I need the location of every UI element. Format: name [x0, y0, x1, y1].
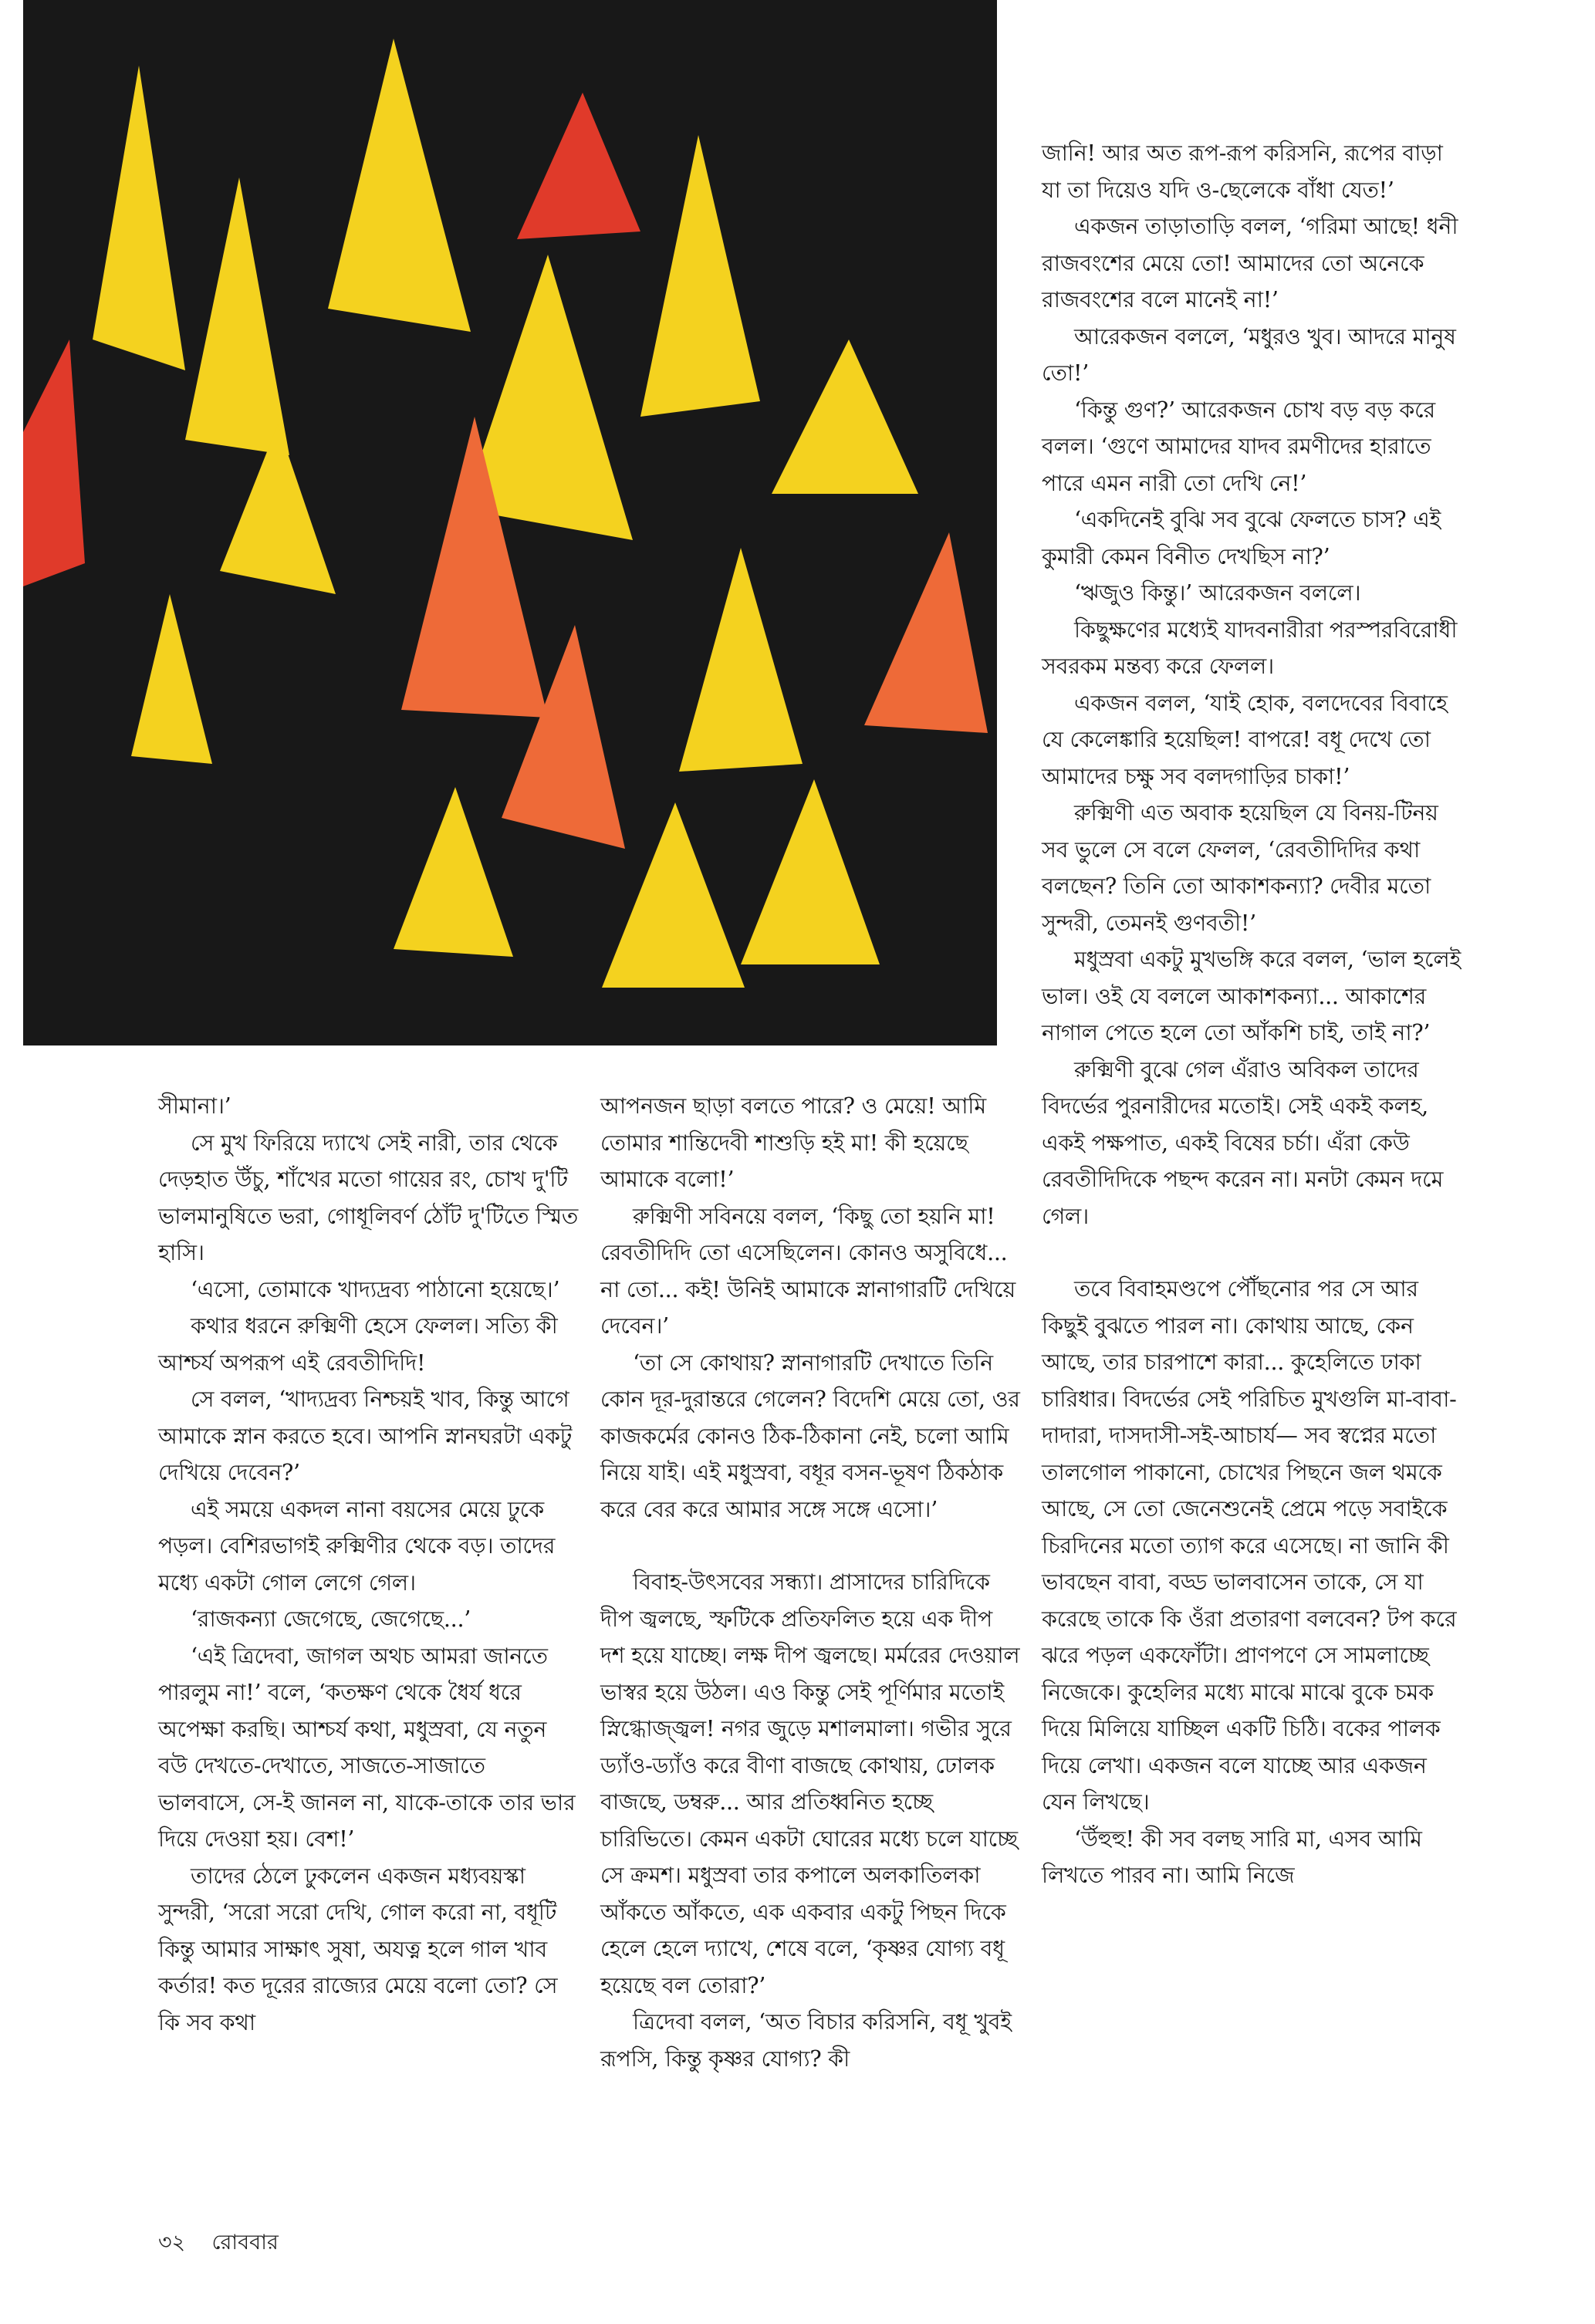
- triangle-red: [517, 93, 640, 239]
- triangle-yellow: [741, 779, 880, 964]
- triangles-canvas: [23, 0, 997, 1045]
- triangle-yellow: [679, 548, 803, 772]
- paragraph: ত্রিদেবা বলল, ‘অত বিচার করিসনি, বধূ খুবই রূপসি, কিন্তু কৃষ্ণর যোগ্য? কী: [600, 2008, 1012, 2072]
- page-number: ৩২: [158, 2231, 186, 2255]
- triangle-yellow: [328, 39, 471, 332]
- paragraph: রুক্মিণী এত অবাক হয়েছিল যে বিনয়-টিনয় সব ভুলে সে বলে ফেলল, ‘রেবতীদিদির কথা বলছেন? তিনি তো আকাশকন্যা? দেবীর মতো সুন্দরী, তেমনই গুণবতী!’: [1042, 799, 1438, 936]
- triangle-yellow: [602, 802, 745, 988]
- publication-name: রোববার: [211, 2231, 279, 2255]
- paragraph: সে মুখ ফিরিয়ে দ্যাখে সেই নারী, তার থেকে দেড়হাত উঁচু, শাঁখের মতো গায়ের রং, চোখ দু'টি ভালমানুষিতে ভরা, গোধূলিবর্ণ ঠোঁট দু'টিতে স্মিত হাসি।: [158, 1129, 579, 1265]
- triangle-yellow: [394, 787, 513, 957]
- paragraph: ‘এসো, তোমাকে খাদ্যদ্রব্য পাঠানো হয়েছে।’: [191, 1275, 560, 1302]
- article-column-3: [1042, 135, 1462, 1894]
- paragraph: কথার ধরনে রুক্মিণী হেসে ফেলল। সত্যি কী আশ্চর্য অপরূপ এই রেবতীদিদি!: [158, 1312, 558, 1376]
- paragraph: ‘ঋজুও কিন্তু।’ আরেকজন বললে।: [1074, 579, 1361, 606]
- triangle-yellow: [93, 66, 185, 370]
- triangle-orange: [864, 532, 988, 733]
- paragraph: রুক্মিণী সবিনয়ে বলল, ‘কিছু তো হয়নি মা! রেবতীদিদি তো এসেছিলেন। কোনও অসুবিধে... না তো... কই! উনিই আমাকে স্নানাগারটি দেখিয়ে দেবেন।’: [600, 1202, 1016, 1339]
- paragraph: মধুস্রবা একটু মুখভঙ্গি করে বলল, ‘ভাল হলেই ভাল। ওই যে বললে আকাশকন্যা... আকাশের নাগাল পেতে হলে তো আঁকশি চাই, তাই না?’: [1042, 946, 1462, 1045]
- paragraph: রুক্মিণী বুঝে গেল এঁরাও অবিকল তাদের বিদর্ভের পুরনারীদের মতোই। সেই একই কলহ, একই পক্ষপাত, একই বিষের চর্চা। এঁরা কেউ রেবতীদিদিকে পছন্দ করেন না। মনটা কেমন দমে গেল।: [1042, 1056, 1444, 1229]
- article-column-2: [600, 1088, 1021, 2077]
- triangle-yellow: [772, 339, 918, 494]
- triangle-red: [23, 339, 85, 586]
- triangle-yellow: [640, 135, 760, 417]
- artwork-triangles: [23, 0, 997, 1045]
- paragraph: কিছুক্ষণের মধ্যেই যাদবনারীরা পরস্পরবিরোধী সবরকম মন্তব্য করে ফেলল।: [1042, 616, 1458, 679]
- article-column-1: [158, 1088, 579, 2041]
- paragraph: সীমানা।’: [158, 1093, 231, 1119]
- page-footer: [158, 2230, 279, 2256]
- paragraph: আরেকজন বললে, ‘মধুরও খুব। আদরে মানুষ তো!’: [1042, 323, 1456, 386]
- paragraph: ‘তা সে কোথায়? স্নানাগারটি দেখাতে তিনি কোন দূর-দুরান্তরে গেলেন? বিদেশি মেয়ে তো, ওর কাজকর্মের কোনও ঠিক-ঠিকানা নেই, চলো আমি নিয়ে যাই। এই মধুস্রবা, বধূর বসন-ভূষণ ঠিকঠাক করে বের করে আমার সঙ্গে সঙ্গে এসো।’: [600, 1349, 1020, 1522]
- paragraph: সে বলল, ‘খাদ্যদ্রব্য নিশ্চয়ই খাব, কিন্তু আগে আমাকে স্নান করতে হবে। আপনি স্নানঘরটা একটু দেখিয়ে দেবেন?’: [158, 1386, 573, 1485]
- triangle-yellow: [185, 177, 289, 455]
- section-paragraph: বিবাহ-উৎসবের সন্ধ্যা। প্রাসাদের চারিদিকে দীপ জ্বলছে, স্ফটিকে প্রতিফলিত হয়ে এক দীপ দশ হয়ে যাচ্ছে। লক্ষ দীপ জ্বলছে। মর্মরের দেওয়াল ভাস্বর হয়ে উঠল। এও কিন্তু সেই পূর্ণিমার মতোই স্নিগ্ধোজ্জ্বল! নগর জুড়ে মশালমালা। গভীর সুরে ড্যাঁও-ড্যাঁও করে বীণা বাজছে কোথায়, ঢোলক বাজছে, ডম্বরু... আর প্রতিধ্বনিত হচ্ছে চারিভিতে। কেমন একটা ঘোরের মধ্যে চলে যাচ্ছে সে ক্রমশ। মধুস্রবা তার কপালে অলকাতিলকা আঁকতে আঁকতে, এক একবার একটু পিছন দিকে হেলে হেলে দ্যাখে, শেষে বলে, ‘কৃষ্ণর যোগ্য বধূ হয়েছে বল তোরা?’: [600, 1569, 1020, 1998]
- paragraph: ‘এই ত্রিদেবা, জাগল অথচ আমরা জানতে পারলুম না!’ বলে, ‘কতক্ষণ থেকে ধৈর্য ধরে অপেক্ষা করছি। আশ্চর্য কথা, মধুস্রবা, যে নতুন বউ দেখতে-দেখাতে, সাজতে-সাজাতে ভালবাসে, সে-ই জানল না, যাকে-তাকে তার ভার দিয়ে দেওয়া হয়। বেশ!’: [158, 1642, 576, 1852]
- paragraph: একজন তাড়াতাড়ি বলল, ‘গরিমা আছে! ধনী রাজবংশের মেয়ে তো! আমাদের তো অনেকে রাজবংশের বলে মানেই না!’: [1042, 213, 1458, 312]
- paragraph: ‘একদিনেই বুঝি সব বুঝে ফেলতে চাস? এই কুমারী কেমন বিনীত দেখছিস না?’: [1042, 506, 1441, 569]
- triangle-yellow: [220, 424, 336, 594]
- paragraph: একজন বলল, ‘যাই হোক, বলদেবের বিবাহে যে কেলেঙ্কারি হয়েছিল! বাপরে! বধূ দেখে তো আমাদের চক্ষু সব বলদগাড়ির চাকা!’: [1042, 689, 1448, 789]
- paragraph: ‘রাজকন্যা জেগেছে, জেগেছে...’: [191, 1606, 471, 1632]
- paragraph: ‘উঁহুহু! কী সব বলছ সারি মা, এসব আমি লিখতে পারব না। আমি নিজে: [1042, 1825, 1422, 1888]
- section-paragraph: তবে বিবাহমণ্ডপে পৌঁছনোর পর সে আর কিছুই বুঝতে পারল না। কোথায় আছে, কেন আছে, তার চারপাশে কারা... কুহেলিতে ঢাকা চারিধার। বিদর্ভের সেই পরিচিত মুখগুলি মা-বাবা-দাদারা, দাসদাসী-সই-আচার্য— সব স্বপ্নের মতো তালগোল পাকানো, চোখের পিছনে জল থমকে আছে, সে তো জেনেশুনেই প্রেমে পড়ে সবাইকে চিরদিনের মতো ত্যাগ করে এসেছে। না জানি কী ভাবছেন বাবা, বড্ড ভালবাসেন তাকে, সে যা করেছে তাকে কি ওঁরা প্রতারণা বলবেন? টপ করে ঝরে পড়ল একফোঁটা। প্রাণপণে সে সামলাচ্ছে নিজেকে। কুহেলির মধ্যে মাঝে মাঝে বুকে চমক দিয়ে মিলিয়ে যাচ্ছিল একটি চিঠি। বকের পালক দিয়ে লেখা। একজন বলে যাচ্ছে আর একজন যেন লিখছে।: [1042, 1275, 1457, 1815]
- paragraph: ‘কিন্তু গুণ?’ আরেকজন চোখ বড় বড় করে বলল। ‘গুণে আমাদের যাদব রমণীদের হারাতে পারে এমন নারী তো দেখি নে!’: [1042, 396, 1435, 496]
- paragraph: এই সময়ে একদল নানা বয়সের মেয়ে ঢুকে পড়ল। বেশিরভাগই রুক্মিণীর থেকে বড়। তাদের মধ্যে একটা গোল লেগে গেল।: [158, 1495, 556, 1596]
- paragraph: তাদের ঠেলে ঢুকলেন একজন মধ্যবয়স্কা সুন্দরী, ‘সরো সরো দেখি, গোল করো না, বধূটি কিন্তু আমার সাক্ষাৎ সুষা, অযত্ন হলে গাল খাব কর্তার! কত দূরের রাজ্যের মেয়ে বলো তো? সে কি সব কথা: [158, 1862, 558, 2035]
- triangle-yellow: [131, 594, 212, 764]
- paragraph: জানি! আর অত রূপ-রূপ করিসনি, রূপের বাড়া যা তা দিয়েও যদি ও-ছেলেকে বাঁধা যেত!’: [1042, 140, 1443, 203]
- paragraph: আপনজন ছাড়া বলতে পারে? ও মেয়ে! আমি তোমার শান্তিদেবী শাশুড়ি হই মা! কী হয়েছে আমাকে বলো!’: [600, 1093, 987, 1192]
